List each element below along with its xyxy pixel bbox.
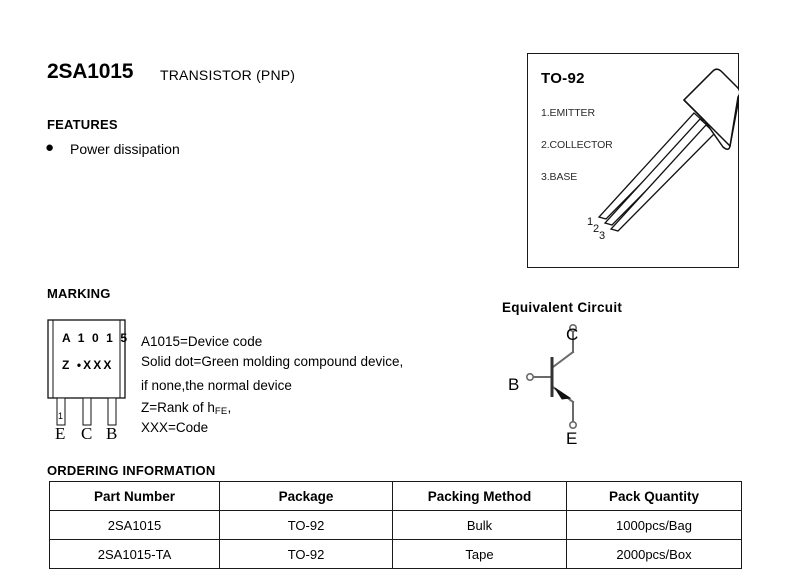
lead-number-3: 3 — [599, 230, 606, 242]
marking-note-xxx-code: XXX=Code — [141, 420, 209, 435]
cell-package: TO-92 — [220, 540, 393, 569]
page-title: 2SA1015 — [47, 60, 134, 83]
marking-note-solid-dot: Solid dot=Green molding compound device, — [141, 354, 404, 369]
marking-rank-code: Z •XXX — [62, 358, 114, 372]
circuit-terminal-label-base: B — [508, 375, 520, 394]
lead-number-2: 2 — [593, 223, 600, 235]
cell-package: TO-92 — [220, 511, 393, 540]
package-title: TO-92 — [541, 70, 585, 87]
column-header-part-number: Part Number — [50, 482, 220, 511]
cell-pack-quantity: 1000pcs/Bag — [567, 511, 742, 540]
feature-item: Power dissipation — [70, 141, 180, 157]
marking-heading: MARKING — [47, 286, 111, 301]
cell-part-number: 2SA1015 — [50, 511, 220, 540]
cell-part-number: 2SA1015-TA — [50, 540, 220, 569]
marking-note-rank-suffix: , — [227, 400, 232, 415]
marking-note-if-none: if none,the normal device — [141, 378, 292, 393]
features-heading: FEATURES — [47, 117, 118, 132]
equivalent-circuit-title: Equivalent Circuit — [502, 300, 623, 315]
marking-pin-name-collector: C — [81, 424, 93, 443]
marking-pin-name-emitter: E — [55, 424, 66, 443]
column-header-package: Package — [220, 482, 393, 511]
bullet-icon: ● — [45, 139, 55, 156]
circuit-terminal-label-collector: C — [566, 325, 579, 344]
cell-pack-quantity: 2000pcs/Box — [567, 540, 742, 569]
column-header-pack-quantity: Pack Quantity — [567, 482, 742, 511]
part-description: TRANSISTOR (PNP) — [160, 67, 296, 83]
cell-packing-method: Tape — [393, 540, 567, 569]
package-pin-label-collector: 2.COLLECTOR — [541, 139, 613, 151]
lead-number-1: 1 — [587, 216, 594, 228]
package-pin-label-emitter: 1.EMITTER — [541, 107, 595, 119]
ordering-information-table — [49, 481, 742, 569]
table-row — [50, 540, 742, 569]
column-header-packing-method: Packing Method — [393, 482, 567, 511]
package-pin-label-base: 3.BASE — [541, 171, 578, 183]
marking-note-rank — [141, 400, 231, 415]
marking-pin-name-base: B — [106, 424, 118, 443]
marking-device-code: A 1 0 1 5 — [62, 331, 130, 345]
marking-note-device-code: A1015=Device code — [141, 334, 263, 349]
marking-note-rank-subscript: FE — [214, 406, 228, 417]
marking-note-rank-text: Z=Rank of h — [141, 400, 215, 415]
cell-packing-method: Bulk — [393, 511, 567, 540]
to92-transistor-illustration — [527, 53, 739, 268]
circuit-terminal-label-emitter: E — [566, 429, 578, 448]
ordering-information-heading: ORDERING INFORMATION — [47, 463, 216, 478]
table-row — [50, 511, 742, 540]
table-header-row — [50, 482, 742, 511]
marking-pin-number: 1 — [58, 411, 64, 421]
